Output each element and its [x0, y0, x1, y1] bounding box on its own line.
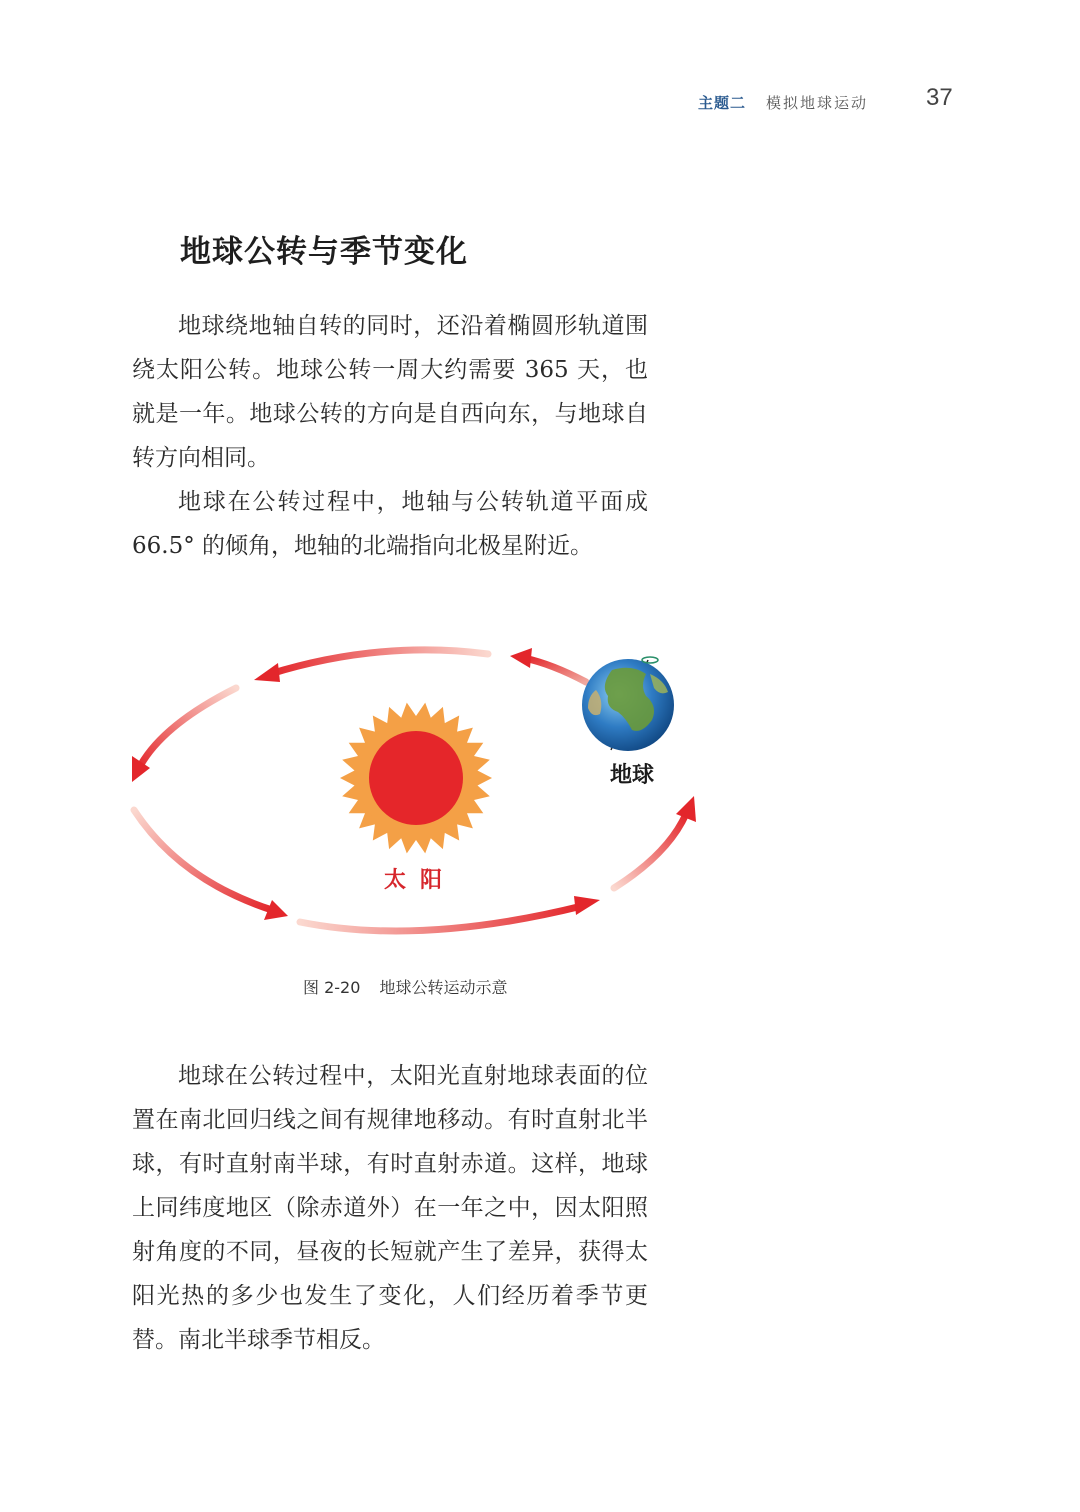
orbit-arrow-bottom-left	[134, 810, 288, 920]
figure-number: 图 2-20	[303, 978, 361, 997]
sun-label: 太阳	[384, 868, 457, 893]
sun	[340, 703, 492, 854]
earth	[582, 657, 674, 751]
topic-label: 模拟地球运动	[766, 94, 869, 112]
theme-label: 主题二	[698, 94, 747, 112]
paragraph-axis-tilt: 地球在公转过程中，地轴与公转轨道平面成 66.5° 的倾角，地轴的北端指向北极星附近。	[132, 489, 648, 559]
orbit-diagram	[120, 630, 720, 950]
orbit-figure	[120, 630, 720, 950]
page-number: 37	[926, 84, 953, 111]
orbit-arrow-top-left	[132, 688, 236, 782]
figure-caption	[303, 975, 508, 998]
sun-core	[369, 731, 463, 825]
earth-label: 地球	[610, 763, 655, 788]
paragraph-direct-sunlight: 地球在公转过程中，太阳光直射地球表面的位置在南北回归线之间有规律地移动。有时直射北半球，有时直射南半球，有时直射赤道。这样，地球上同纬度地区（除赤道外）在一年之中，因太阳照射角度的不同，昼夜的长短就产生了差异，获得太阳光热的多少也发生了变化，人们经历着季节更替。南北半球季节相反。	[132, 1063, 648, 1353]
orbit-arrow-bottom	[300, 896, 600, 931]
rotation-marker	[642, 657, 658, 663]
section-title: 地球公转与季节变化	[180, 234, 468, 270]
figure-caption-text: 地球公转运动示意	[379, 978, 508, 997]
orbit-arrow-from-earth	[510, 648, 586, 682]
paragraph-orbit-intro: 地球绕地轴自转的同时，还沿着椭圆形轨道围绕太阳公转。地球公转一周大约需要 365 天，也就是一年。地球公转的方向是自西向东，与地球自转方向相同。	[132, 313, 648, 471]
orbit-arrow-right	[614, 796, 696, 888]
page-header	[0, 84, 1080, 118]
orbit-arrow-top	[254, 650, 488, 682]
